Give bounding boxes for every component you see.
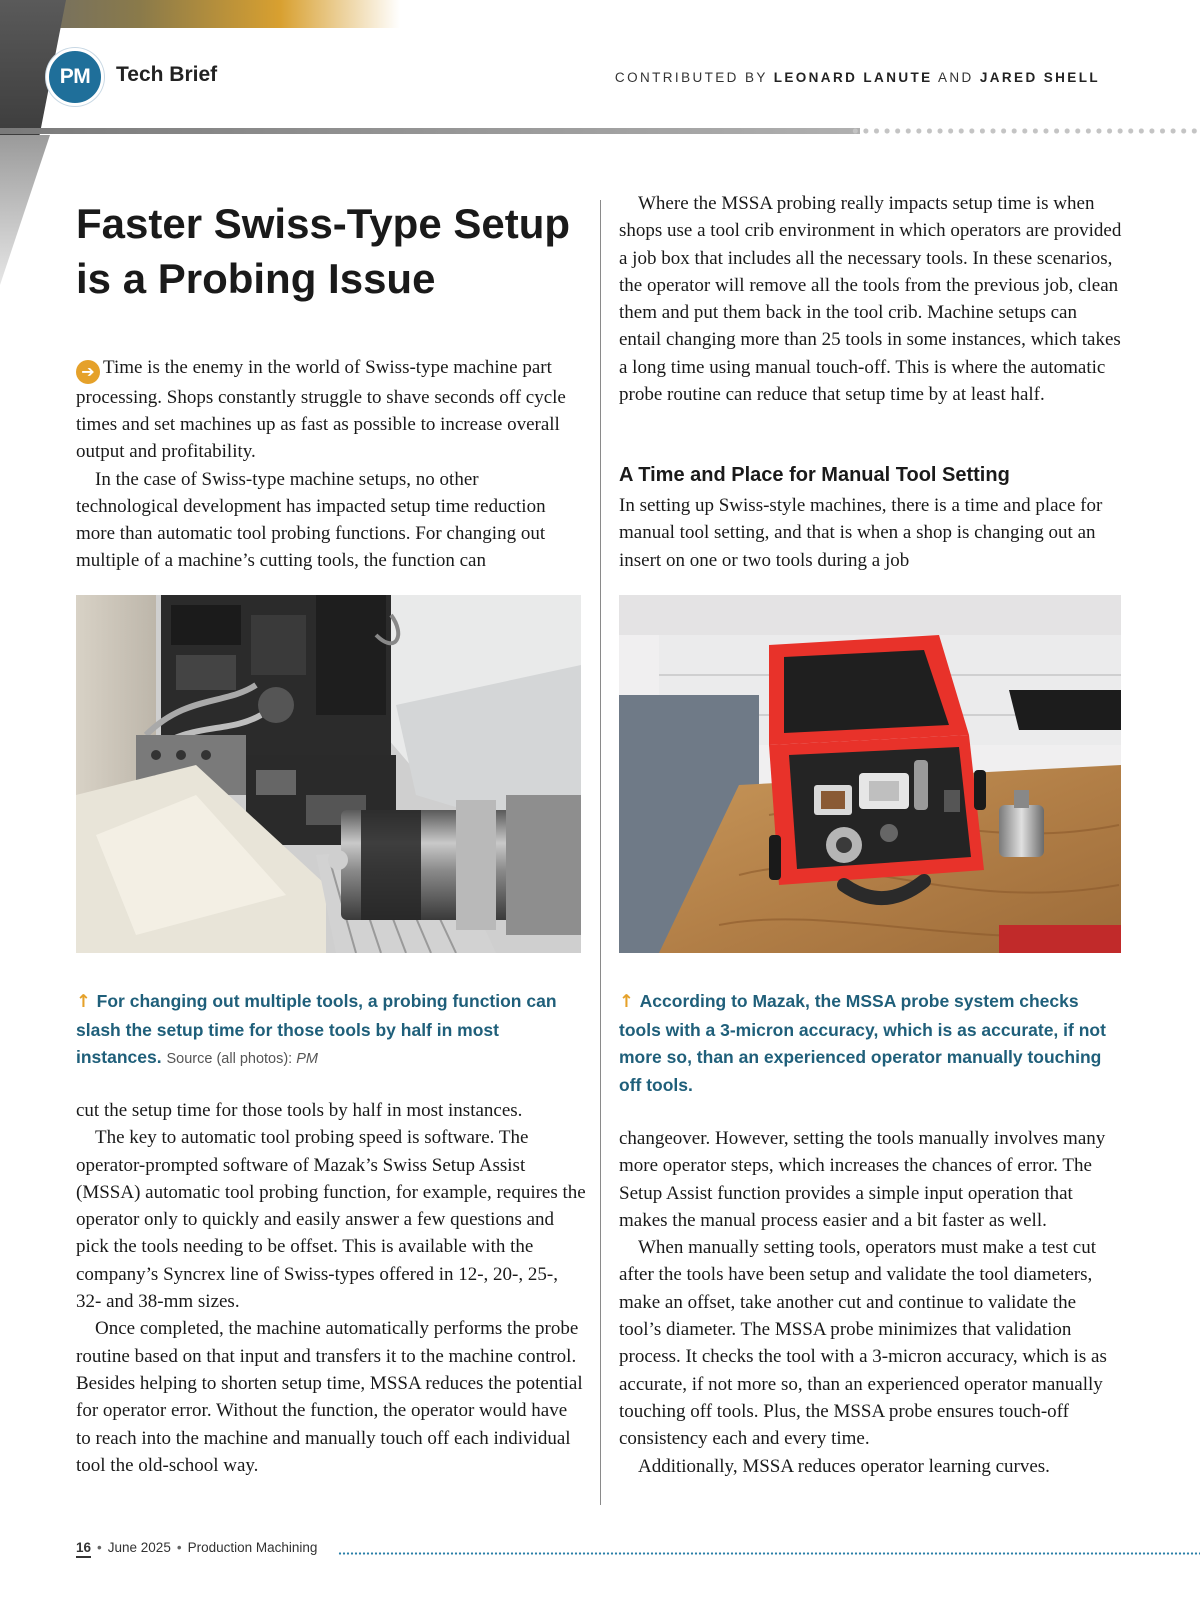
section-heading: A Time and Place for Manual Tool Setting <box>619 464 1010 486</box>
photo-source-name: PM <box>296 1051 318 1067</box>
paragraph: When manually setting tools, operators must make a test cut after the tools have been setup and validate the tool diameters, make an offset, take another cut and continue to validate the tool’s diameter. The MSSA probe minimizes that validation process. It checks the tool with a 3-micron accuracy, which is as accurate, if not more so, than an experienced operator manually touching off tools. Plus, the MSSA probe ensures touch-off consistency each and every time. <box>619 1237 1107 1450</box>
footer-dot-rule <box>338 1552 1200 1555</box>
photo-machine-interior <box>76 595 581 953</box>
title-line-2: is a Probing Issue <box>76 255 436 302</box>
arrow-up-icon: ↑ <box>619 992 634 1012</box>
title-line-1: Faster Swiss-Type Setup <box>76 200 571 247</box>
photo-source-label: Source (all photos): <box>166 1051 293 1067</box>
arrow-up-icon: ↑ <box>76 992 91 1012</box>
photo-probe-case <box>619 595 1121 953</box>
paragraph: In the case of Swiss-type machine setups, no other technological development has impacted setup time reduction more than automatic tool probing functions. For changing out multiple of a machine’s cutting tools, the function can <box>76 468 546 572</box>
contributor-line <box>615 70 1100 85</box>
and-label: AND <box>937 70 974 85</box>
page-number: 16 <box>76 1540 91 1558</box>
author-2: JARED SHELL <box>979 70 1100 85</box>
column-divider <box>600 200 601 1505</box>
photo-caption-right <box>619 988 1122 1099</box>
header-rule <box>0 128 860 134</box>
pm-logo <box>46 48 104 106</box>
author-1: LEONARD LANUTE <box>773 70 933 85</box>
article-title <box>76 196 576 306</box>
contributed-by-label: CONTRIBUTED BY <box>614 70 768 85</box>
page-footer <box>76 1540 317 1555</box>
paragraph: In setting up Swiss-style machines, there is a time and place for manual tool setting, and that is when a shop is changing out an insert on one or two tools during a job <box>619 495 1103 571</box>
photo-source <box>166 1051 318 1067</box>
arrow-right-circle-icon: ➔ <box>76 360 100 384</box>
paragraph: cut the setup time for those tools by half in most instances. <box>76 1100 523 1121</box>
paragraph-text: Time is the enemy in the world of Swiss-type machine part processing. Shops constantly struggle to shave seconds off cycle times and set machines up as fast as possible to increase overall output and profitability. <box>76 357 566 463</box>
header-wedge-fade <box>0 135 50 285</box>
left-column-top-text <box>76 354 576 575</box>
paragraph: Once completed, the machine automatically performs the probe routine based on that input and transfers it to the machine control. Besides helping to shorten setup time, MSSA reduces the potential for operator error. Without the function, the operator would have to reach into the machine and manually touch off each individual tool the old-school way. <box>76 1318 583 1476</box>
footer-separator: • <box>176 1540 182 1555</box>
caption-text: For changing out multiple tools, a probing function can slash the setup time for those tools by half in most instances. <box>76 991 557 1067</box>
right-column-top-text <box>619 190 1122 408</box>
paragraph: The key to automatic tool probing speed is software. The operator-prompted software of Mazak’s Swiss Setup Assist (MSSA) automatic tool probing function, for example, requires the operator only to quickly and easily answer a few questions and pick the tools needing to be offset. This is available with the company’s Syncrex line of Swiss-types offered in 12-, 20-, 25-, 32- and 38-mm sizes. <box>76 1127 586 1313</box>
right-column-mid-text <box>619 492 1122 574</box>
paragraph: changeover. However, setting the tools manually involves many more operator steps, which increases the chances of error. The Setup Assist function provides a simple input operation that makes the manual process easier and a bit faster as well. <box>619 1128 1106 1231</box>
paragraph: Additionally, MSSA reduces operator learning curves. <box>638 1455 1050 1477</box>
paragraph: Where the MSSA probing really impacts setup time is when shops use a tool crib environment in which operators are provided a job box that includes all the necessary tools. In these scenarios, the operator will remove all the tools from the previous job, clean them and put them back in the tool crib. Machine setups can entail changing more than 25 tools in some instances, which takes a long time using manual touch-off. This is where the automatic probe routine can reduce that setup time by at least half. <box>619 193 1122 406</box>
publication-name: Production Machining <box>187 1540 318 1555</box>
paragraph <box>76 354 576 466</box>
logo-text: PM <box>59 65 91 88</box>
right-column-bottom-text <box>619 1125 1122 1480</box>
header-dot-rule <box>850 128 1200 134</box>
issue-date: June 2025 <box>107 1540 171 1555</box>
footer-separator: • <box>97 1540 102 1555</box>
section-label: Tech Brief <box>116 63 218 86</box>
photo-caption-left <box>76 988 581 1074</box>
left-column-bottom-text <box>76 1097 586 1479</box>
caption-text: According to Mazak, the MSSA probe system checks tools with a 3-micron accuracy, which is as accurate, if not more so, than an experienced operator manually touching off tools. <box>619 991 1106 1095</box>
